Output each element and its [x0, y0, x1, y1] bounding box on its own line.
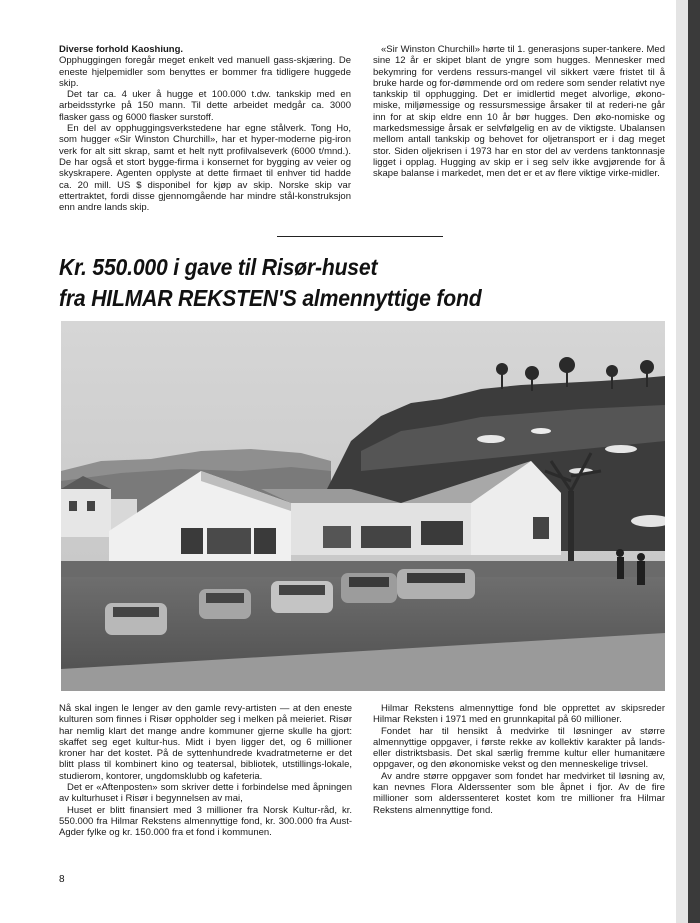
article-column-top-left [59, 44, 351, 213]
culture-house-photo [61, 321, 665, 691]
article-column-bottom-left [59, 703, 352, 839]
paragraph: Det er «Aftenposten» som skriver dette i forbindelse med åpningen av kulturhuset i Risør i begynnelsen av mai, [59, 782, 352, 805]
paragraph: Opphuggingen foregår meget enkelt ved manuell gass-skjæring. De eneste hjelpemidler som benyttes er bommer fra tidligere huggede skip. [59, 55, 351, 89]
article-column-top-right [373, 44, 665, 180]
paragraph: Nå skal ingen le lenger av den gamle revy-artisten — at den eneste kulturen som finnes i Risør oppholder seg i melken på meieriet. Risør har nemlig klart det mange andre kommuner gjerne skulle ha gjort: skaffet seg eget kultur-hus. Midt i byen ligger det, og 6 millioner kroner har det kostet. På de syttenhundrede kvadratmeterne er det blitt plass til kombinert kino og teatersal, bibliotek, utstillings-lokale, studierom, kontorer, ungdomsklubb og kafeteria. [59, 703, 352, 782]
paragraph: Av andre større oppgaver som fondet har medvirket til løsning av, kan nevnes Flora Alderssenter som ble åpnet i fjor. Av de fire millioner som alderssenteret kostet kom tre millioner fra Hilmar Rekstens almennyttige fond. [373, 770, 665, 816]
paragraph: Fondet har til hensikt å medvirke til løsninger av større almennyttige oppgaver, i første rekke av kollektiv karakter på lands- eller distriktsbasis. Det skal særlig fremme kultur eller humanitære oppgaver, og den økonomiske vekst og den menneskelige trivsel. [373, 725, 665, 771]
headline-line-2: fra HILMAR REKSTEN'S almennyttige fond [59, 285, 482, 311]
paragraph: Huset er blitt finansiert med 3 millioner fra Norsk Kultur-råd, kr. 550.000 fra Hilmar Rekstens almennyttige fond, kr. 300.000 fra Aust-Agder fylke og kr. 150.000 fra et fond i kommunen. [59, 804, 352, 839]
article-headline [59, 252, 611, 314]
section-heading: Diverse forhold Kaoshiung. [59, 44, 184, 55]
paragraph: Hilmar Rekstens almennyttige fond ble opprettet av skipsreder Hilmar Reksten i 1971 med en grunnkapital på 60 millioner. [373, 703, 665, 726]
paragraph: Det tar ca. 4 uker å hugge et 100.000 t.dw. tankskip med en arbeidsstyrke på 150 mann. Til dette arbeidet medgår ca. 3000 flasker gass og 6000 flasker surstoff. [59, 89, 351, 123]
article-column-bottom-right [373, 703, 665, 816]
page-number: 8 [59, 874, 65, 885]
paragraph: En del av opphuggingsverkstedene har egne stålverk. Tong Ho, som hugger «Sir Winston Churchill», har et hyper-moderne pig-iron verk for alt sitt skrap, samt et helt nytt profilvalseverk (6000 t/mnd.). De har også et stort bygge-firma i konsernet for bygging av veier og skyskrapere. Agenten opplyste at dette firmaet til enhver tid hadde ca. 20 mill. US $ disponibel for kjøp av skip. Norske skip var ettertraktet, fordi disse gjennomgående har mindre stål-konstruksjon enn andre lands skip. [59, 123, 351, 214]
page-edge-shadow [688, 0, 700, 923]
paragraph: «Sir Winston Churchill» hørte til 1. generasjons super-tankere. Med sine 12 år er skipet blant de yngre som hugges. Mennesker med bekymring for verdens ressurs-mangel vil sikkert være fristet til å bruke harde og for-dømmende ord om redere som sender relativt nye tankskip til opphugging. Det er imidlertid meget alvorlige, økono-miske, miljømessige og ressursmessige årsaker til at rederi-ne går inn for at skip eldre enn 10 år bør hugges. Den øko-nomiske og markedsmessige årsak er selvfølgelig en av de viktigste. Ubalansen mellom antall tankskip og behovet for oljetransport er i dag meget stor. Siden oljekrisen i 1973 har en stor del av verdens tanktonnasje ligget i opplag. Hugging av skip er i seg selv ikke avgjørende for å skape balanse i markedet, men det er et av flere viktige virke-midler. [373, 44, 665, 180]
divider-rule [277, 236, 443, 237]
headline-line-1: Kr. 550.000 i gave til Risør-huset [59, 254, 378, 280]
